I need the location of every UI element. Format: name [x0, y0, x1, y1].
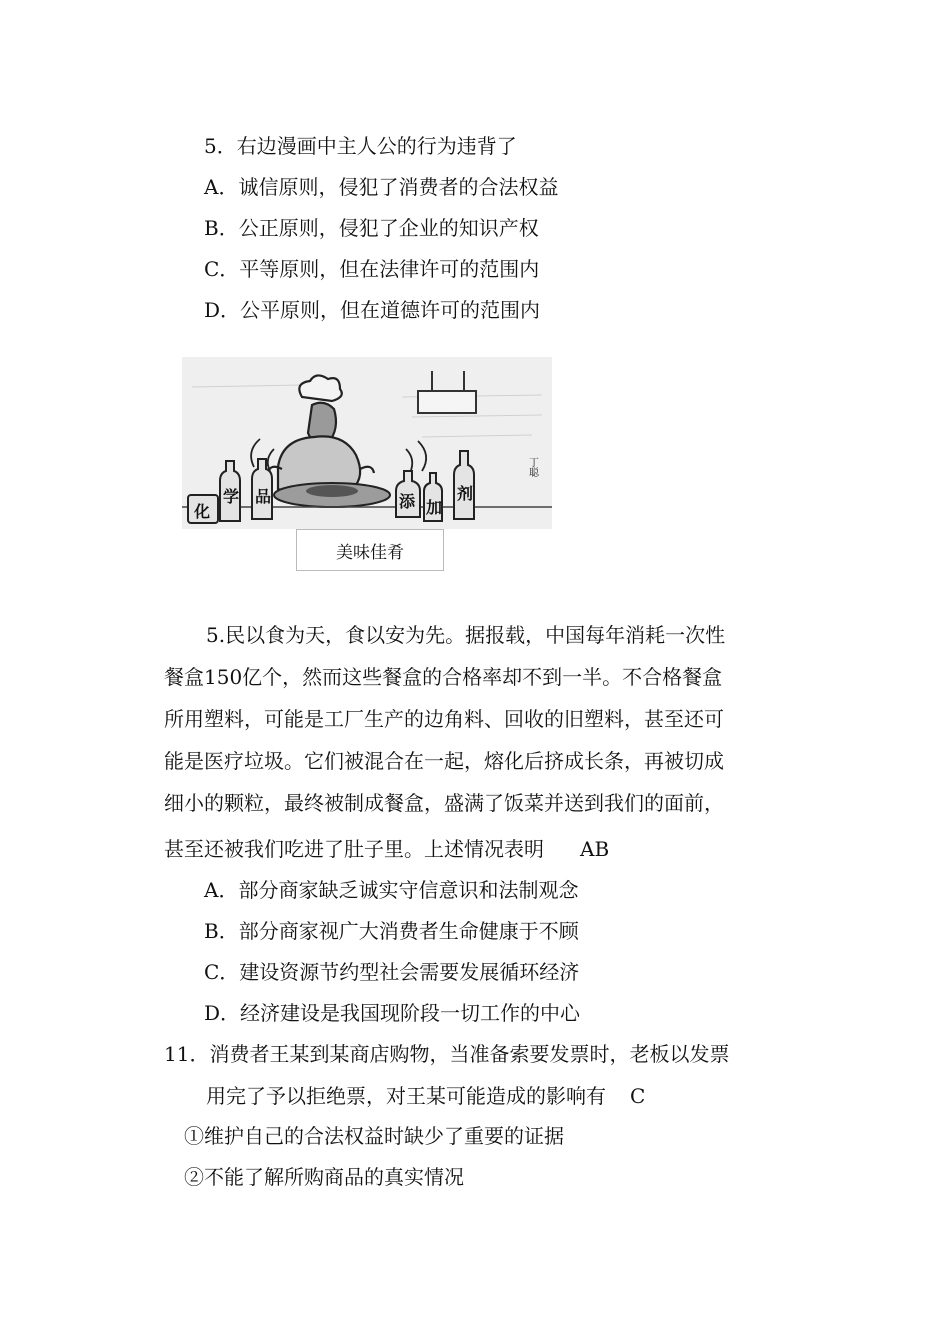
q5b-option-c: C．建设资源节约型社会需要发展循环经济: [204, 960, 580, 984]
q5b-option-b: B．部分商家视广大消费者生命健康于不顾: [204, 919, 579, 943]
q5a-option-b: B．公正原则，侵犯了企业的知识产权: [204, 216, 539, 240]
q5a-option-a: A．诚信原则，侵犯了消费者的合法权益: [204, 175, 559, 199]
bottle-label-4: 添: [399, 492, 416, 511]
q5a-stem: 5．右边漫画中主人公的行为违背了: [204, 134, 517, 158]
q5b-line-2: 餐盒150亿个，然而这些餐盒的合格率却不到一半。不合格餐盒: [164, 665, 723, 689]
q11-line-1: 11．消费者王某到某商店购物，当准备索要发票时，老板以发票: [164, 1042, 730, 1066]
q5b-line-5: 细小的颗粒，最终被制成餐盒，盛满了饭菜并送到我们的面前，: [164, 791, 724, 815]
bottle-label-3: 品: [255, 487, 272, 506]
food: [306, 485, 358, 497]
q11-item-1: ①维护自己的合法权益时缺少了重要的证据: [184, 1124, 564, 1148]
q11-answer: C: [630, 1084, 646, 1108]
q5b-line-3: 所用塑料，可能是工厂生产的边角料、回收的旧塑料，甚至还可: [164, 707, 724, 731]
q5b-line-4: 能是医疗垃圾。它们被混合在一起，熔化后挤成长条，再被切成: [164, 749, 724, 773]
bottle-label-5: 加: [426, 498, 443, 517]
q5a-option-c: C．平等原则，但在法律许可的范围内: [204, 257, 540, 281]
bottle-label-6: 剂: [457, 484, 474, 503]
bottle-label-1: 化: [194, 502, 211, 521]
cartoon-drawing: [182, 357, 552, 529]
q5b-answer: AB: [580, 837, 610, 861]
q11-line-2-text: 用完了予以拒绝票，对王某可能造成的影响有: [206, 1084, 606, 1108]
q5b-line-1: 5.民以食为天，食以安为先。据报载，中国每年消耗一次性: [206, 623, 726, 647]
chef-figure: [268, 375, 374, 494]
q11-line-2: [206, 1082, 645, 1110]
artist-signature: 丁聪: [526, 457, 538, 477]
bottle-label-2: 学: [223, 487, 240, 506]
hanging-sign: [418, 371, 476, 413]
q5b-line-6-text: 甚至还被我们吃进了肚子里。上述情况表明: [164, 837, 544, 861]
cartoon-caption: [296, 529, 444, 571]
q5b-option-d: D．经济建设是我国现阶段一切工作的中心: [204, 1001, 581, 1025]
q5a-option-d: D．公平原则，但在道德许可的范围内: [204, 298, 541, 322]
cartoon-image: [182, 357, 552, 529]
cartoon-caption-text: 美味佳肴: [336, 542, 404, 563]
q5b-option-a: A．部分商家缺乏诚实守信意识和法制观念: [204, 878, 579, 902]
q11-item-2: ②不能了解所购商品的真实情况: [184, 1165, 464, 1189]
q5b-line-6: [164, 835, 609, 863]
